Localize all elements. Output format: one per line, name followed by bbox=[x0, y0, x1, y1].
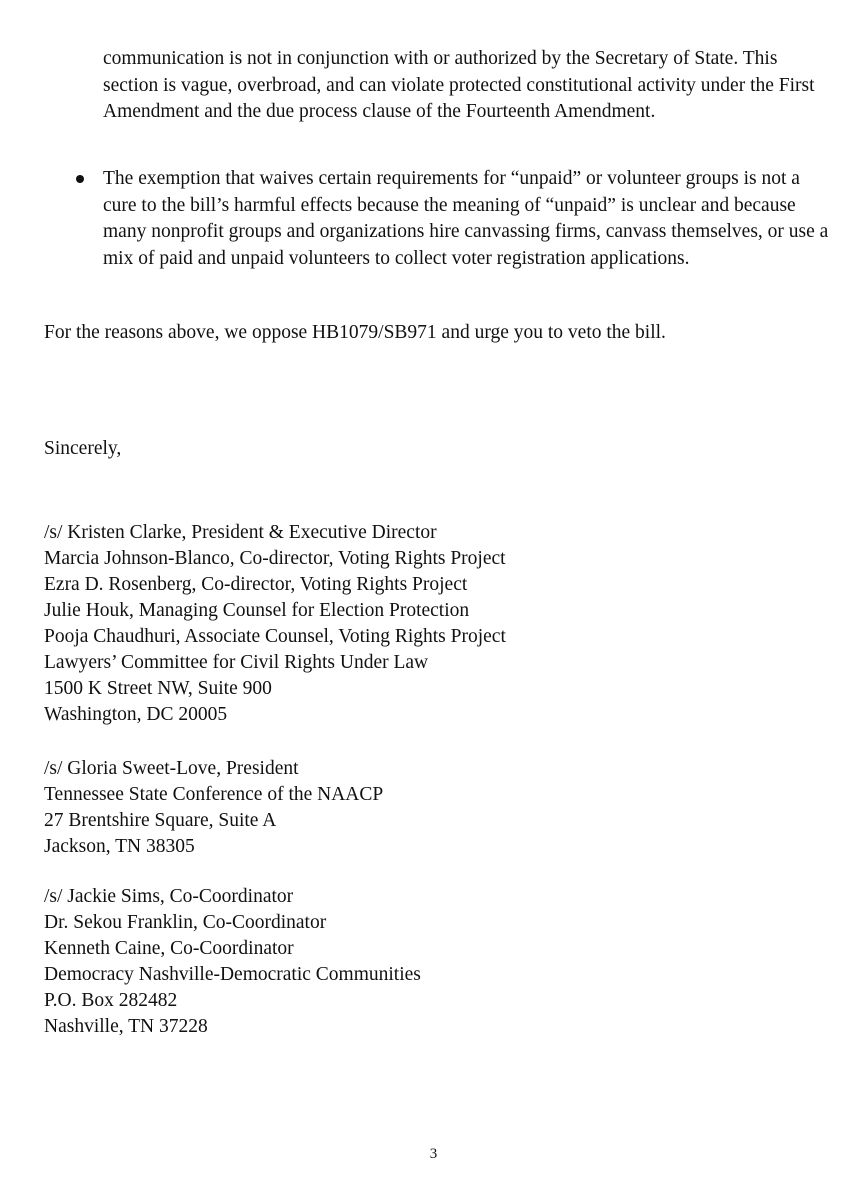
signatory-line: Kenneth Caine, Co-Coordinator bbox=[44, 938, 294, 959]
address-line: Washington, DC 20005 bbox=[44, 704, 228, 725]
address-line: 1500 K Street NW, Suite 900 bbox=[44, 678, 272, 699]
page-number: 3 bbox=[429, 1146, 438, 1162]
signatory-line: Pooja Chaudhuri, Associate Counsel, Voting Rights Project bbox=[44, 626, 506, 647]
signatory-block-lawyers-committee bbox=[44, 520, 506, 728]
bullet-icon bbox=[76, 175, 84, 183]
address-line: P.O. Box 282482 bbox=[44, 990, 178, 1011]
signature-line: /s/ Kristen Clarke, President & Executive Director bbox=[44, 522, 437, 543]
signatory-block-democracy-nashville bbox=[44, 884, 421, 1040]
signatory-line: Julie Houk, Managing Counsel for Election Protection bbox=[44, 600, 470, 621]
organization-name: Tennessee State Conference of the NAACP bbox=[44, 784, 384, 805]
bullet-paragraph: The exemption that waives certain requirements for “unpaid” or volunteer groups is not a cure to the bill’s harmful effects because the meaning of “unpaid” is unclear and because many nonprofit groups and organizations hire canvassing firms, canvass themselves, or use a mix of paid and unpaid volunteers to collect voter registration applications. bbox=[103, 168, 829, 269]
organization-name: Democracy Nashville-Democratic Communities bbox=[44, 964, 421, 985]
address-line: Jackson, TN 38305 bbox=[44, 836, 195, 857]
closing-statement: For the reasons above, we oppose HB1079/SB971 and urge you to veto the bill. bbox=[44, 322, 666, 343]
address-line: 27 Brentshire Square, Suite A bbox=[44, 810, 277, 831]
signatory-line: Ezra D. Rosenberg, Co-director, Voting Rights Project bbox=[44, 574, 468, 595]
address-line: Nashville, TN 37228 bbox=[44, 1016, 208, 1037]
organization-name: Lawyers’ Committee for Civil Rights Under Law bbox=[44, 652, 429, 673]
continued-paragraph: communication is not in conjunction with or authorized by the Secretary of State. This section is vague, overbroad, and can violate protected constitutional activity under the First Amendment and the due process clause of the Fourteenth Amendment. bbox=[103, 48, 815, 123]
signatory-line: Marcia Johnson-Blanco, Co-director, Voting Rights Project bbox=[44, 548, 506, 569]
signatory-block-naacp bbox=[44, 756, 383, 860]
signature-line: /s/ Gloria Sweet-Love, President bbox=[44, 758, 299, 779]
signature-line: /s/ Jackie Sims, Co-Coordinator bbox=[44, 886, 294, 907]
signatory-line: Dr. Sekou Franklin, Co-Coordinator bbox=[44, 912, 327, 933]
sign-off: Sincerely, bbox=[44, 438, 122, 459]
